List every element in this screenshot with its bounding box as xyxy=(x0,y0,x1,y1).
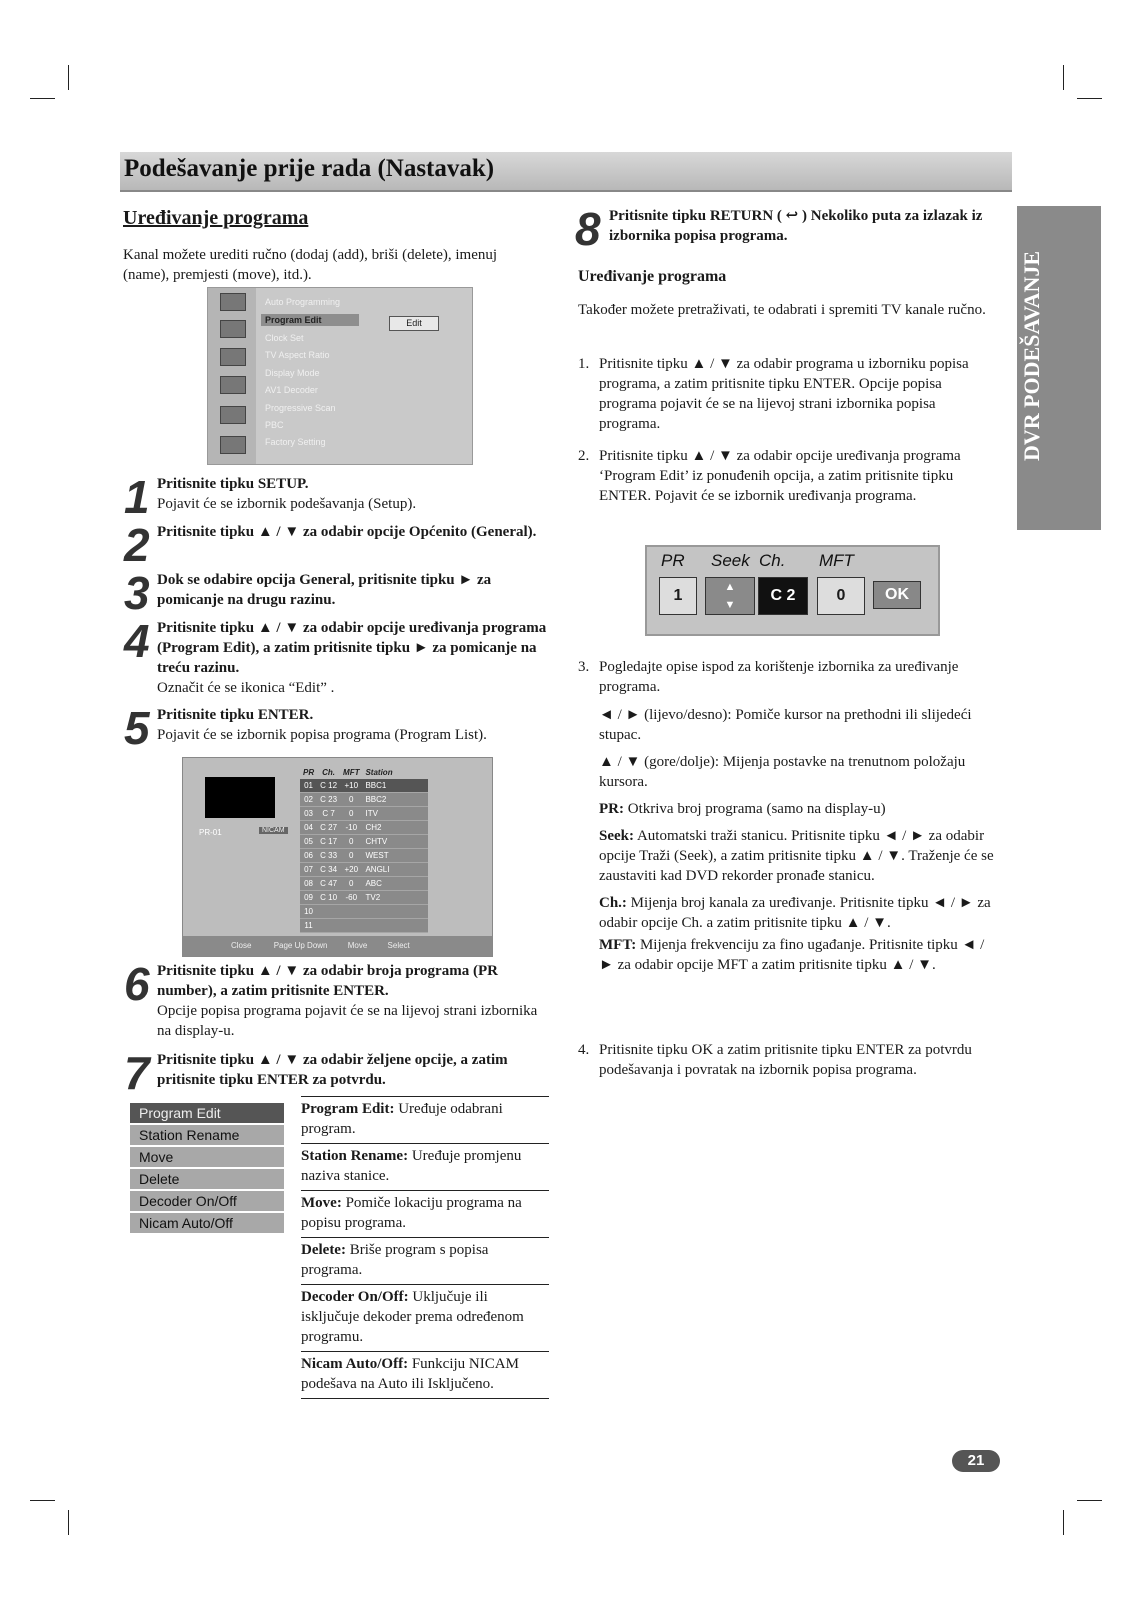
page-title: Podešavanje prije rada (Nastavak) xyxy=(124,155,495,182)
page-number: 21 xyxy=(952,1450,1000,1472)
disc-icon xyxy=(220,436,246,454)
table-row[interactable] xyxy=(300,877,428,891)
step-2 xyxy=(157,522,547,542)
crop-mark xyxy=(30,98,55,99)
option-move[interactable]: Move xyxy=(130,1147,284,1167)
table-cell: CH2 xyxy=(362,821,428,835)
step-number: 4 xyxy=(124,615,150,667)
step-note: Pojavit će se izbornik popisa programa (Program List). xyxy=(157,727,487,743)
seek-label: Seek xyxy=(711,551,750,570)
crop-mark xyxy=(1063,65,1064,90)
lock-icon xyxy=(220,376,246,394)
option-nicam[interactable]: Nicam Auto/Off xyxy=(130,1213,284,1233)
step-instruction: Pritisnite tipku ▲ / ▼ za odabir opcije uređivanja programa (Program Edit), a zatim pritisnite tipku ► za pomicanje na treću razinu. xyxy=(157,620,547,676)
crop-mark xyxy=(68,65,69,90)
step-7 xyxy=(157,1050,552,1090)
table-row[interactable] xyxy=(300,835,428,849)
step-8: Pritisnite tipku RETURN ( ↩ ) Nekoliko puta za izlazak iz izbornika popisa programa. xyxy=(609,208,983,244)
table-cell: 0 xyxy=(340,807,362,821)
table-cell: 0 xyxy=(340,877,362,891)
table-cell: C 34 xyxy=(317,863,340,877)
notes xyxy=(599,705,996,975)
menu-item[interactable]: Display Mode xyxy=(265,368,320,378)
step-5 xyxy=(157,705,547,745)
step-number: 2 xyxy=(124,519,150,571)
crop-mark xyxy=(1063,1510,1064,1535)
table-cell xyxy=(362,919,428,933)
table-cell: WEST xyxy=(362,849,428,863)
table-cell: BBC1 xyxy=(362,779,428,793)
table-cell: 08 xyxy=(300,877,317,891)
note: PR: Otkriva broj programa (samo na display-u) xyxy=(599,801,886,817)
table-row[interactable] xyxy=(300,779,428,793)
step-number: 1 xyxy=(124,471,150,523)
recording-icon xyxy=(220,406,246,424)
table-cell: 04 xyxy=(300,821,317,835)
general-icon xyxy=(220,293,246,311)
table-row[interactable] xyxy=(300,821,428,835)
table-cell xyxy=(340,905,362,919)
nicam-badge: NICAM xyxy=(259,827,288,834)
section-heading: Uređivanje programa xyxy=(123,207,309,229)
note: Ch.: Mijenja broj kanala za uređivanje. Pritisnite tipku ◄ / ► za odabir opcije Ch. a zatim pritisnite tipku ▲ / ▼. xyxy=(599,895,991,931)
mft-field[interactable]: 0 xyxy=(817,577,865,615)
footer-page: Page Up Down xyxy=(273,941,328,950)
table-row[interactable] xyxy=(300,793,428,807)
table-cell: 11 xyxy=(300,919,317,933)
program-list-footer xyxy=(183,936,492,956)
note: MFT: Mijenja frekvenciju za fino ugađanje. Pritisnite tipku ◄ / ► za odabir opcije MFT a zatim pritisnite tipku ▲ / ▼. xyxy=(599,937,985,973)
program-list-screenshot xyxy=(182,757,493,957)
preview-screen xyxy=(205,777,275,818)
table-cell: ITV xyxy=(362,807,428,821)
menu-item[interactable]: Factory Setting xyxy=(265,437,326,447)
list-item: 2. Pritisnite tipku ▲ / ▼ za odabir opcije uređivanja programa ‘Program Edit’ iz ponuđenih opcija, a zatim pritisnite tipku ENTER. Pojavit će se izbornik uređivanja programa. xyxy=(578,448,961,504)
table-cell: 02 xyxy=(300,793,317,807)
step-number: 5 xyxy=(124,702,150,754)
table-row[interactable] xyxy=(300,863,428,877)
table-row[interactable] xyxy=(300,891,428,905)
table-cell: CHTV xyxy=(362,835,428,849)
table-row[interactable] xyxy=(300,849,428,863)
footer-close: Close xyxy=(231,941,252,950)
menu-item[interactable]: Clock Set xyxy=(265,333,304,343)
option-station-rename[interactable]: Station Rename xyxy=(130,1125,284,1145)
table-cell: 09 xyxy=(300,891,317,905)
table-cell: C 7 xyxy=(317,807,340,821)
menu-item[interactable]: AV1 Decoder xyxy=(265,385,318,395)
table-cell xyxy=(317,919,340,933)
table-cell: +20 xyxy=(340,863,362,877)
table-cell xyxy=(340,919,362,933)
list-item: 3. Pogledajte opise ispod za korištenje izbornika za uređivanje programa. xyxy=(578,659,959,695)
definition: Station Rename: Uređuje promjenu naziva stanice. xyxy=(301,1143,549,1190)
intro-text: Kanal možete urediti ručno (dodaj (add), briši (delete), imenuj (name), premjesti (move), itd.). xyxy=(123,247,498,283)
pr-label: PR xyxy=(661,551,685,570)
menu-item[interactable]: Auto Programming xyxy=(265,297,341,307)
step-instruction: Pritisnite tipku SETUP. xyxy=(157,476,309,492)
step-instruction: Pritisnite tipku ENTER. xyxy=(157,707,314,723)
menu-item[interactable]: TV Aspect Ratio xyxy=(265,350,330,360)
note: ◄ / ► (lijevo/desno): Pomiče kursor na prethodni ili slijedeći stupac. xyxy=(599,707,972,743)
side-tab xyxy=(1017,206,1101,530)
table-cell: TV2 xyxy=(362,891,428,905)
right-intro: Također možete pretraživati, te odabrati i spremiti TV kanale ručno. xyxy=(578,302,986,318)
table-cell: 0 xyxy=(340,835,362,849)
definition: Move: Pomiče lokaciju programa na popisu programa. xyxy=(301,1190,549,1237)
setup-menu-screenshot xyxy=(207,287,473,465)
table-cell: 05 xyxy=(300,835,317,849)
definition: Nicam Auto/Off: Funkciju NICAM podešava na Auto ili Isključeno. xyxy=(301,1351,549,1399)
edit-button[interactable]: Edit xyxy=(389,316,439,331)
language-icon xyxy=(220,320,246,338)
step-note: Označit će se ikonica “Edit” . xyxy=(157,680,335,696)
options-menu xyxy=(130,1103,284,1235)
step-6 xyxy=(157,961,547,1041)
page-title-bar xyxy=(120,152,1012,192)
note: Seek: Automatski traži stanicu. Pritisnite tipku ◄ / ► za odabir opcije Traži (Seek), a zatim pritisnite tipku ▲ / ▼. Traženje će se zaustaviti kad DVD rekorder pronađe stanicu. xyxy=(599,828,994,884)
pr-field[interactable]: 1 xyxy=(659,577,697,615)
table-cell: 07 xyxy=(300,863,317,877)
table-cell: 0 xyxy=(340,849,362,863)
table-cell: 10 xyxy=(300,905,317,919)
footer-select: Select xyxy=(387,941,410,950)
table-cell: 01 xyxy=(300,779,317,793)
seek-field[interactable]: ▲ ▼ xyxy=(705,577,755,615)
definition: Program Edit: Uređuje odabrani program. xyxy=(301,1096,549,1143)
option-decoder[interactable]: Decoder On/Off xyxy=(130,1191,284,1211)
table-row[interactable] xyxy=(300,919,428,933)
table-cell: C 27 xyxy=(317,821,340,835)
table-row[interactable] xyxy=(300,807,428,821)
audio-icon xyxy=(220,348,246,366)
program-table xyxy=(300,766,428,933)
crop-mark xyxy=(30,1500,55,1501)
side-tab-label: DVR PODEŠAVANJE xyxy=(1019,250,1044,462)
ch-label: Ch. xyxy=(759,551,786,570)
step-note: Opcije popisa programa pojavit će se na lijevoj strani izbornika na display-u. xyxy=(157,1003,538,1039)
setup-icon-column xyxy=(208,288,256,464)
column-header: PR xyxy=(303,768,315,777)
column-header: MFT xyxy=(343,768,360,777)
step-number: 3 xyxy=(124,567,150,619)
step-4 xyxy=(157,618,547,698)
definition: Decoder On/Off: Uključuje ili isključuje dekoder prema određenom programu. xyxy=(301,1284,549,1351)
step-number: 6 xyxy=(124,958,150,1010)
list-item: 4. Pritisnite tipku OK a zatim pritisnite tipku ENTER za potvrdu podešavanja i povratak na izbornik popisa programa. xyxy=(578,1042,972,1078)
step-instruction: Pritisnite tipku ▲ / ▼ za odabir broja programa (PR number), a zatim pritisnite ENTER. xyxy=(157,963,498,999)
table-cell: ANGLI xyxy=(362,863,428,877)
ch-field[interactable]: C 2 xyxy=(758,577,808,615)
definition: Delete: Briše program s popisa programa. xyxy=(301,1237,549,1284)
table-cell: C 33 xyxy=(317,849,340,863)
table-cell: C 23 xyxy=(317,793,340,807)
table-cell: ABC xyxy=(362,877,428,891)
table-cell: -10 xyxy=(340,821,362,835)
step-number: 7 xyxy=(124,1047,150,1099)
program-edit-box xyxy=(645,545,940,636)
table-cell: C 10 xyxy=(317,891,340,905)
menu-item[interactable]: PBC xyxy=(265,420,284,430)
note: ▲ / ▼ (gore/dolje): Mijenja postavke na trenutnom položaju kursora. xyxy=(599,754,966,790)
table-cell xyxy=(362,905,428,919)
crop-mark xyxy=(1077,98,1102,99)
crop-mark xyxy=(68,1510,69,1535)
step-1 xyxy=(157,474,547,514)
menu-item[interactable]: Program Edit xyxy=(265,315,322,325)
crop-mark xyxy=(1077,1500,1102,1501)
subsection-heading: Uređivanje programa xyxy=(578,268,727,285)
step-number: 8 xyxy=(575,203,601,255)
column-header: Ch. xyxy=(322,768,336,777)
table-cell: -60 xyxy=(340,891,362,905)
table-cell: 06 xyxy=(300,849,317,863)
footer-move: Move xyxy=(347,941,368,950)
table-cell: C 12 xyxy=(317,779,340,793)
pr-label: PR-01 xyxy=(199,828,222,837)
ok-button[interactable]: OK xyxy=(873,581,921,609)
menu-item[interactable]: Progressive Scan xyxy=(265,403,336,413)
table-row[interactable] xyxy=(300,905,428,919)
step-instruction: Pritisnite tipku ▲ / ▼ za odabir opcije Općenito (General). xyxy=(157,524,537,540)
option-delete[interactable]: Delete xyxy=(130,1169,284,1189)
table-cell: 03 xyxy=(300,807,317,821)
table-cell: 0 xyxy=(340,793,362,807)
list-item: 1. Pritisnite tipku ▲ / ▼ za odabir programa u izborniku popisa programa, a zatim pritisnite tipku ENTER. Opcije popisa programa pojavit će se na lijevoj strani izbornika popisa programa. xyxy=(578,356,969,432)
column-header: Station xyxy=(365,768,393,777)
table-cell xyxy=(317,905,340,919)
table-cell: +10 xyxy=(340,779,362,793)
option-definitions xyxy=(301,1096,549,1399)
step-3 xyxy=(157,570,547,610)
mft-label: MFT xyxy=(819,551,854,570)
step-instruction: Dok se odabire opcija General, pritisnite tipku ► za pomicanje na drugu razinu. xyxy=(157,572,492,608)
option-program-edit[interactable]: Program Edit xyxy=(130,1103,284,1123)
step-note: Pojavit će se izbornik podešavanja (Setup). xyxy=(157,496,417,512)
table-cell: C 47 xyxy=(317,877,340,891)
table-cell: BBC2 xyxy=(362,793,428,807)
table-cell: C 17 xyxy=(317,835,340,849)
step-instruction: Pritisnite tipku ▲ / ▼ za odabir željene opcije, a zatim pritisnite tipku ENTER za potvrdu. xyxy=(157,1052,508,1088)
